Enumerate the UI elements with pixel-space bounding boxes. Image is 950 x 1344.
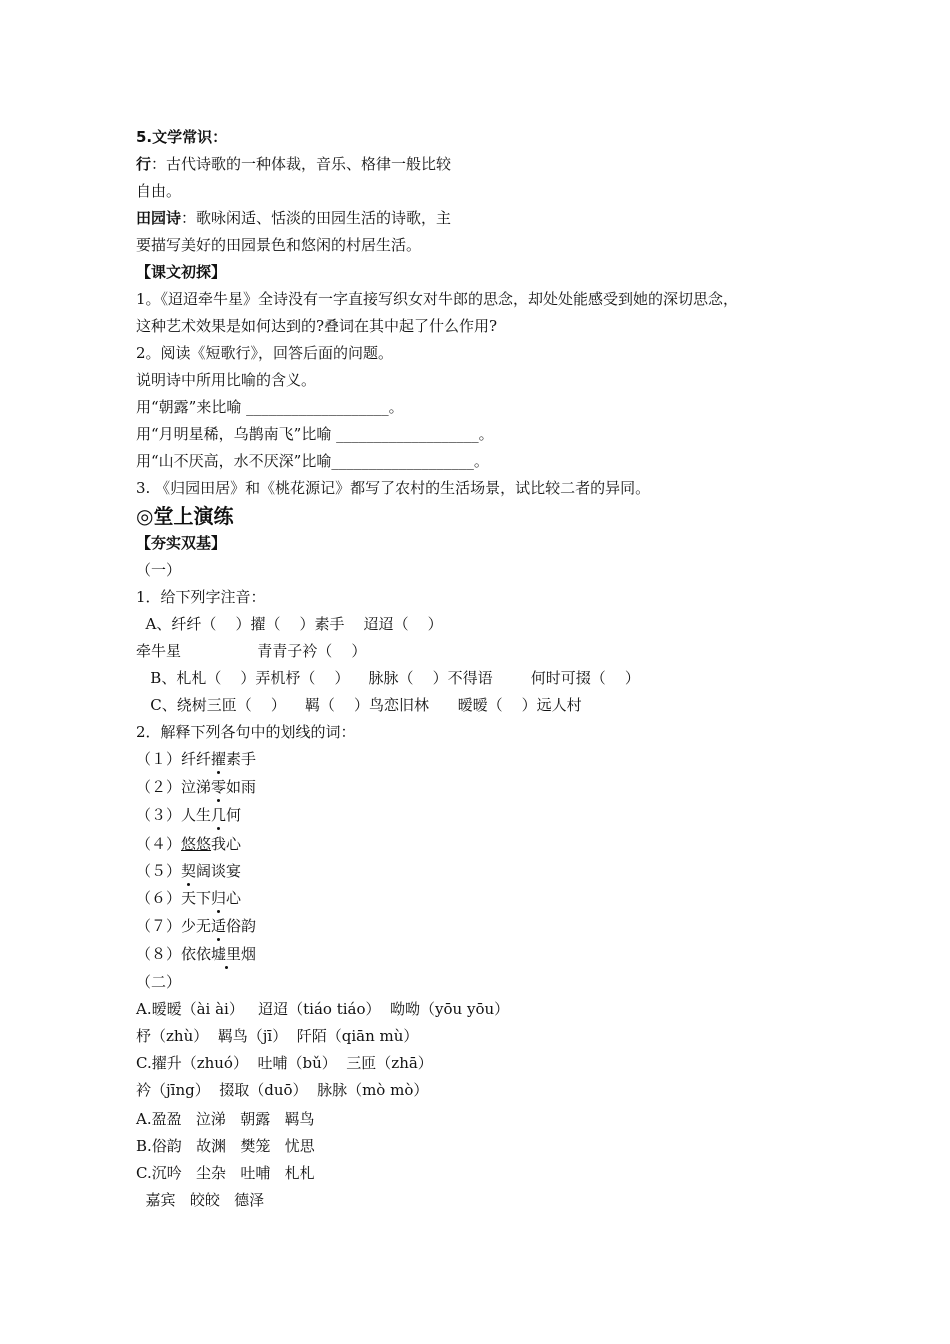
- part2-line: 杼（zhù） 羁鸟（jī） 阡陌（qiān mù）: [136, 1027, 419, 1045]
- q1-row-a1: A、纤纤（ ）擢（ ）素手 迢迢（ ）: [136, 615, 443, 633]
- q1-row-a2: 牵牛星 青青子衿（ ）: [136, 642, 367, 660]
- q2-item-marked-word: 擢: [211, 750, 227, 768]
- lit-xing-def: ：古代诗歌的一种体裁，音乐、格律一般比较: [151, 155, 452, 173]
- q2-item: [136, 833, 241, 855]
- q2-item-marked-word: 契: [181, 862, 197, 880]
- lit-tianyuan-def-2: 要描写美好的田园景色和悠闲的村居生活。: [136, 236, 422, 254]
- q2-item-text: （１）纤纤: [136, 750, 212, 768]
- q1-title: 1．给下列字注音：: [136, 588, 266, 606]
- q2-title: 2．解释下列各句中的划线的词：: [136, 723, 356, 741]
- lit-tianyuan-term: 田园诗: [136, 209, 182, 227]
- lit-xing: [136, 153, 451, 175]
- q2-item: [136, 748, 256, 770]
- explore-heading: 【课文初探】: [136, 263, 227, 281]
- part2-line: A.暧暧（ài ài） 迢迢（tiáo tiáo） 呦呦（yōu yōu）: [136, 1000, 510, 1018]
- q2-item-text: （４）: [136, 835, 182, 853]
- explore-q2-e: 用“山不厌高，水不厌深”比喻___________________。: [136, 452, 489, 470]
- q2-item-text: 俗韵: [226, 917, 257, 935]
- explore-q2-d: 用“月明星稀，乌鹊南飞”比喻 ___________________。: [136, 425, 494, 443]
- q2-item-text: 烟: [241, 945, 257, 963]
- lit-tianyuan: [136, 207, 451, 229]
- q1-row-b: B、札札（ ）弄机杼（ ） 脉脉（ ）不得语 何时可掇（ ）: [136, 669, 640, 687]
- q2-item: [136, 887, 241, 909]
- q2-item-marked-word: 几: [211, 806, 227, 824]
- part2-line: 嘉宾 皎皎 德泽: [136, 1191, 265, 1209]
- practice-subheading: 【夯实双基】: [136, 534, 227, 552]
- lit-tianyuan-def: ：歌咏闲适、恬淡的田园生活的诗歌，主: [181, 209, 452, 227]
- explore-q2-c: 用“朝露”来比喻 ___________________。: [136, 398, 404, 416]
- q2-item-text: 何: [226, 806, 242, 824]
- explore-q2-a: 2。阅读《短歌行》，回答后面的问题。: [136, 344, 394, 362]
- q2-item-text: （２）泣涕: [136, 778, 212, 796]
- lit-title: 5.文学常识：: [136, 128, 228, 146]
- part2-line: C.沉吟 尘杂 吐哺 札札: [136, 1164, 315, 1182]
- lit-xing-def-2: 自由。: [136, 182, 182, 200]
- lit-xing-term: 行: [136, 155, 152, 173]
- part1-label: （一）: [136, 561, 182, 579]
- q2-item-marked-word: 零: [211, 778, 227, 796]
- q2-item-text: （７）少无: [136, 917, 212, 935]
- q2-item-underlined-word: 悠悠: [181, 835, 212, 853]
- q2-item-text: （６）天下: [136, 889, 212, 907]
- q2-item-text: 阔谈宴: [196, 862, 242, 880]
- q2-item-text: 如雨: [226, 778, 257, 796]
- q2-item-marked-word: 归: [211, 889, 227, 907]
- part2-line: C.擢升（zhuó） 吐哺（bǔ） 三匝（zhā）: [136, 1054, 433, 1072]
- q2-item-marked-word: 适: [211, 917, 227, 935]
- q2-item-text: （３）人生: [136, 806, 212, 824]
- q2-item: [136, 860, 241, 882]
- q2-item: [136, 943, 256, 965]
- q2-item-text: 素手: [226, 750, 257, 768]
- part2-line: 衿（jīng） 掇取（duō） 脉脉（mò mò）: [136, 1081, 429, 1099]
- explore-q1-b: 这种艺术效果是如何达到的?叠词在其中起了什么作用?: [136, 317, 498, 335]
- q2-item-marked-word: 墟里: [211, 945, 242, 963]
- explore-q2-b: 说明诗中所用比喻的含义。: [136, 371, 317, 389]
- q2-item: [136, 804, 241, 826]
- q2-item-text: 心: [226, 889, 242, 907]
- part2-line: A.盈盈 泣涕 朝露 羁鸟: [136, 1110, 315, 1128]
- q2-item-text: （８）依依: [136, 945, 212, 963]
- q2-item-text: （５）: [136, 862, 182, 880]
- part2-line: B.俗韵 故渊 樊笼 忧思: [136, 1137, 315, 1155]
- part2-label: （二）: [136, 973, 182, 991]
- practice-heading: ◎堂上演练: [136, 504, 234, 528]
- explore-q1-a: 1。《迢迢牵牛星》全诗没有一字直接写织女对牛郎的思念，却处处能感受到她的深切思念，: [136, 290, 739, 308]
- explore-q3: 3. 《归园田居》和《桃花源记》都写了农村的生活场景，试比较二者的异同。: [136, 479, 651, 497]
- q2-item: [136, 915, 256, 937]
- q2-item-text: 我心: [211, 835, 242, 853]
- q1-row-c: C、绕树三匝（ ） 羁（ ）鸟恋旧林 暧暧（ ）远人村: [136, 696, 582, 714]
- q2-item: [136, 776, 256, 798]
